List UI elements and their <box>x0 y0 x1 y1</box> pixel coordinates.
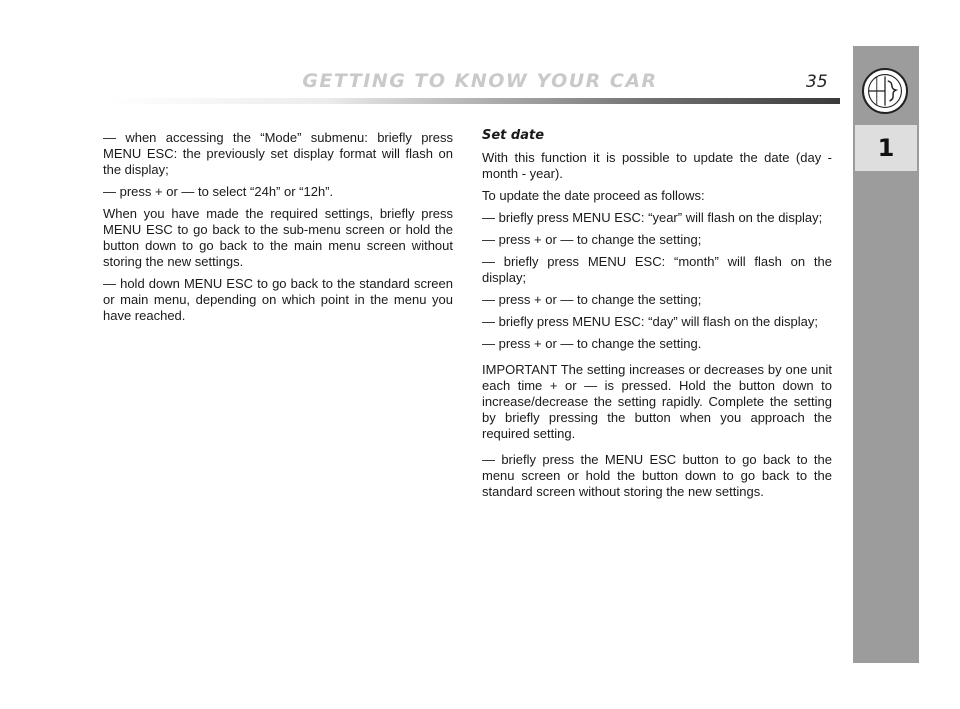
page-number: 35 <box>806 72 828 92</box>
right-paragraph: — briefly press MENU ESC: “year” will flash on the display; <box>482 210 823 225</box>
right-paragraph: — briefly press the MENU ESC button to go back to the menu screen or hold the button down to go back to the standard screen without storing the new settings. <box>482 452 832 499</box>
left-column <box>103 130 453 330</box>
right-paragraph: With this function it is possible to update the date (day - month - year). <box>482 150 832 181</box>
right-paragraph: To update the date proceed as follows: <box>482 188 705 203</box>
left-paragraph: — hold down MENU ESC to go back to the standard screen or main menu, depending on which point in the menu you have reached. <box>103 276 453 323</box>
header-rule <box>104 98 840 104</box>
left-paragraph: — when accessing the “Mode” submenu: briefly press MENU ESC: the previously set display format will flash on the display; <box>103 130 453 177</box>
right-paragraph: — briefly press MENU ESC: “day” will flash on the display; <box>482 314 818 329</box>
left-paragraph: — press + or — to select “24h” or “12h”. <box>103 184 334 199</box>
alfa-romeo-logo-icon <box>862 68 908 114</box>
right-paragraph: — briefly press MENU ESC: “month” will flash on the display; <box>482 254 832 285</box>
page-header-title: GETTING TO KNOW YOUR CAR <box>302 70 658 92</box>
left-paragraph: When you have made the required settings, briefly press MENU ESC to go back to the sub-menu screen or hold the button down to go back to the main menu screen without storing the new settings. <box>103 206 453 269</box>
right-paragraph: — press + or — to change the setting; <box>482 292 702 307</box>
right-paragraph: — press + or — to change the setting; <box>482 232 702 247</box>
right-paragraph: — press + or — to change the setting. <box>482 336 702 351</box>
right-column <box>482 128 832 506</box>
important-note: IMPORTANT The setting increases or decreases by one unit each time + or — is pressed. Hold the button down to increase/decrease the setting rapidly. Complete the setting by briefly pressing the button when you approach the required setting. <box>482 362 832 441</box>
section-heading: Set date <box>482 128 545 143</box>
chapter-tab: 1 <box>855 125 917 171</box>
